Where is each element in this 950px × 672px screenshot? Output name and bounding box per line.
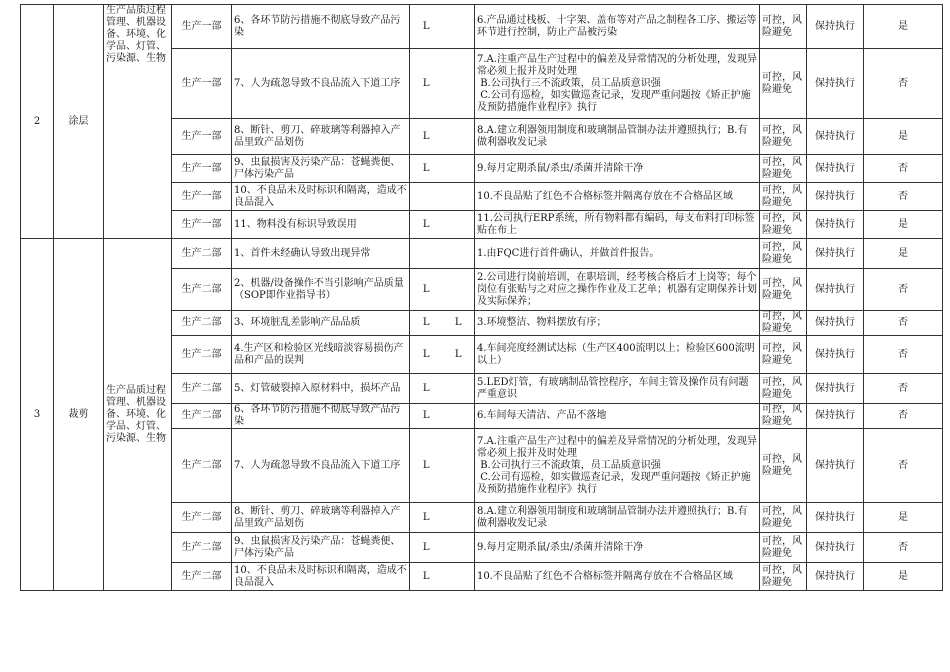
control-measure: 10.不良品贴了红色不合格标签并隔离存放在不合格品区域 [475, 183, 760, 211]
department: 生产一部 [172, 183, 232, 211]
action-status: 保持执行 [807, 183, 864, 211]
compliance-flag: 是 [864, 119, 943, 155]
compliance-flag: 否 [864, 155, 943, 183]
action-status: 保持执行 [807, 533, 864, 563]
severity-level [443, 183, 475, 211]
risk-evaluation: 可控，风险避免 [760, 503, 807, 533]
action-status: 保持执行 [807, 429, 864, 503]
department: 生产二部 [172, 311, 232, 336]
risk-description: 7、人为疏忽导致不良品流入下道工序 [232, 49, 410, 119]
risk-description: 4.生产区和检验区光线暗淡容易损伤产品和产品的误判 [232, 336, 410, 374]
risk-description: 9、虫鼠损害及污染产品：苍蝇粪便、尸体污染产品 [232, 155, 410, 183]
risk-factor: 生产品质过程管理、机器设备、环境、化学品、灯管、污染源、生物 [104, 5, 172, 239]
action-status: 保持执行 [807, 269, 864, 311]
severity-level [443, 374, 475, 404]
compliance-flag: 是 [864, 211, 943, 239]
compliance-flag: 是 [864, 239, 943, 269]
control-measure: 10.不良品贴了红色不合格标签并隔离存放在不合格品区域 [475, 563, 760, 591]
severity-level [443, 239, 475, 269]
compliance-flag: 是 [864, 563, 943, 591]
department: 生产一部 [172, 5, 232, 49]
risk-evaluation: 可控，风险避免 [760, 5, 807, 49]
action-status: 保持执行 [807, 503, 864, 533]
severity-level [443, 269, 475, 311]
severity-level [443, 211, 475, 239]
table-row [21, 239, 943, 269]
control-measure: 7.A.注重产品生产过程中的偏差及异常情况的分析处理，发现异常必须上报并及时处理 B.公司执行三不流政策，员工品质意识强 C.公司有巡检，如实做巡查记录，发现严重问题按《矫正护施及预防措施作业程序》执行 [475, 49, 760, 119]
compliance-flag: 否 [864, 183, 943, 211]
risk-description: 2、机器/设备操作不当引影响产品质量（SOP即作业指导书） [232, 269, 410, 311]
likelihood-level: L [410, 155, 443, 183]
risk-description: 9、虫鼠损害及污染产品：苍蝇粪便、尸体污染产品 [232, 533, 410, 563]
risk-evaluation: 可控，风险避免 [760, 533, 807, 563]
compliance-flag: 否 [864, 429, 943, 503]
likelihood-level: L [410, 5, 443, 49]
risk-evaluation: 可控，风险避免 [760, 336, 807, 374]
severity-level [443, 563, 475, 591]
likelihood-level: L [410, 211, 443, 239]
control-measure: 6.产品通过栈板、十字架、盖布等对产品之制程各工序、搬运等环节进行控制，防止产品被污染 [475, 5, 760, 49]
department: 生产二部 [172, 239, 232, 269]
risk-description: 6、各环节防污措施不彻底导致产品污染 [232, 404, 410, 429]
action-status: 保持执行 [807, 49, 864, 119]
action-status: 保持执行 [807, 311, 864, 336]
control-measure: 3.环境整洁、物料摆放有序； [475, 311, 760, 336]
department: 生产一部 [172, 211, 232, 239]
department: 生产二部 [172, 429, 232, 503]
department: 生产二部 [172, 374, 232, 404]
risk-evaluation: 可控，风险避免 [760, 49, 807, 119]
risk-description: 11、物料没有标识导致误用 [232, 211, 410, 239]
likelihood-level [410, 239, 443, 269]
likelihood-level: L [410, 119, 443, 155]
risk-evaluation: 可控，风险避免 [760, 119, 807, 155]
likelihood-level: L [410, 503, 443, 533]
control-measure: 6.车间每天清洁、产品不落地 [475, 404, 760, 429]
control-measure: 4.车间亮度经测试达标（生产区400流明以上；检验区600流明以上） [475, 336, 760, 374]
severity-level: L [443, 311, 475, 336]
risk-description: 3、环境脏乱差影响产品品质 [232, 311, 410, 336]
compliance-flag: 否 [864, 336, 943, 374]
likelihood-level: L [410, 269, 443, 311]
risk-factor: 生产品质过程管理、机器设备、环境、化学品、灯管、污染源、生物 [104, 239, 172, 591]
risk-evaluation: 可控，风险避免 [760, 239, 807, 269]
severity-level [443, 429, 475, 503]
department: 生产一部 [172, 49, 232, 119]
severity-level [443, 49, 475, 119]
risk-evaluation: 可控，风险避免 [760, 155, 807, 183]
department: 生产二部 [172, 269, 232, 311]
action-status: 保持执行 [807, 155, 864, 183]
control-measure: 8.A.建立利器领用制度和玻璃制品管制办法并遵照执行；B.有做利器收发记录 [475, 503, 760, 533]
risk-description: 6、各环节防污措施不彻底导致产品污染 [232, 5, 410, 49]
severity-level: L [443, 336, 475, 374]
action-status: 保持执行 [807, 211, 864, 239]
compliance-flag: 否 [864, 533, 943, 563]
severity-level [443, 533, 475, 563]
control-measure: 11.公司执行ERP系统，所有物料都有编码，每支布料打印标签贴在布上 [475, 211, 760, 239]
compliance-flag: 否 [864, 49, 943, 119]
compliance-flag: 是 [864, 5, 943, 49]
compliance-flag: 否 [864, 311, 943, 336]
compliance-flag: 否 [864, 374, 943, 404]
risk-evaluation: 可控，风险避免 [760, 429, 807, 503]
action-status: 保持执行 [807, 119, 864, 155]
likelihood-level: L [410, 563, 443, 591]
risk-evaluation: 可控，风险避免 [760, 404, 807, 429]
risk-evaluation: 可控，风险避免 [760, 374, 807, 404]
risk-description: 1、首件未经确认导致出现异常 [232, 239, 410, 269]
action-status: 保持执行 [807, 5, 864, 49]
likelihood-level: L [410, 311, 443, 336]
control-measure: 1.由FQC进行首件确认，并做首件报告。 [475, 239, 760, 269]
risk-evaluation: 可控，风险避免 [760, 183, 807, 211]
control-measure: 9.每月定期杀鼠/杀虫/杀菌并清除干净 [475, 155, 760, 183]
risk-description: 10、不良品未及时标识和隔离，造成不良品混入 [232, 563, 410, 591]
department: 生产二部 [172, 533, 232, 563]
risk-assessment-table [20, 4, 943, 591]
action-status: 保持执行 [807, 239, 864, 269]
risk-description: 7、人为疏忽导致不良品流入下道工序 [232, 429, 410, 503]
likelihood-level: L [410, 374, 443, 404]
control-measure: 8.A.建立利器领用制度和玻璃制品管制办法并遵照执行；B.有做利器收发记录 [475, 119, 760, 155]
risk-description: 8、断针、剪刀、碎玻璃等利器掉入产品里致产品划伤 [232, 503, 410, 533]
process-name: 裁剪 [54, 239, 104, 591]
department: 生产一部 [172, 119, 232, 155]
control-measure: 7.A.注重产品生产过程中的偏差及异常情况的分析处理，发现异常必须上报并及时处理 B.公司执行三不流政策，员工品质意识强 C.公司有巡检，如实做巡查记录，发现严重问题按《矫正护施及预防措施作业程序》执行 [475, 429, 760, 503]
department: 生产二部 [172, 336, 232, 374]
risk-description: 5、灯管破裂掉入原材料中，损坏产品 [232, 374, 410, 404]
risk-description: 10、不良品未及时标识和隔离，造成不良品混入 [232, 183, 410, 211]
action-status: 保持执行 [807, 336, 864, 374]
severity-level [443, 404, 475, 429]
process-name: 涂层 [54, 5, 104, 239]
likelihood-level: L [410, 533, 443, 563]
control-measure: 5.LED灯管，有玻璃制品管控程序，车间主管及操作员有问题严重意识 [475, 374, 760, 404]
risk-evaluation: 可控，风险避免 [760, 269, 807, 311]
department: 生产二部 [172, 503, 232, 533]
control-measure: 9.每月定期杀鼠/杀虫/杀菌并清除干净 [475, 533, 760, 563]
action-status: 保持执行 [807, 563, 864, 591]
risk-evaluation: 可控，风险避免 [760, 311, 807, 336]
likelihood-level [410, 183, 443, 211]
risk-evaluation: 可控，风险避免 [760, 211, 807, 239]
likelihood-level: L [410, 429, 443, 503]
compliance-flag: 否 [864, 269, 943, 311]
risk-description: 8、断针、剪刀、碎玻璃等利器掉入产品里致产品划伤 [232, 119, 410, 155]
table-row [21, 5, 943, 49]
severity-level [443, 119, 475, 155]
action-status: 保持执行 [807, 374, 864, 404]
compliance-flag: 是 [864, 503, 943, 533]
severity-level [443, 155, 475, 183]
likelihood-level: L [410, 404, 443, 429]
action-status: 保持执行 [807, 404, 864, 429]
department: 生产二部 [172, 404, 232, 429]
severity-level [443, 5, 475, 49]
compliance-flag: 否 [864, 404, 943, 429]
department: 生产一部 [172, 155, 232, 183]
process-number: 3 [21, 239, 54, 591]
likelihood-level: L [410, 49, 443, 119]
control-measure: 2.公司进行岗前培训，在职培训，经考核合格后才上岗等；每个岗位有张贴与之对应之操作作业及工艺单；机器有定期保养计划及实际保养； [475, 269, 760, 311]
department: 生产二部 [172, 563, 232, 591]
process-number: 2 [21, 5, 54, 239]
likelihood-level: L [410, 336, 443, 374]
risk-evaluation: 可控，风险避免 [760, 563, 807, 591]
severity-level [443, 503, 475, 533]
